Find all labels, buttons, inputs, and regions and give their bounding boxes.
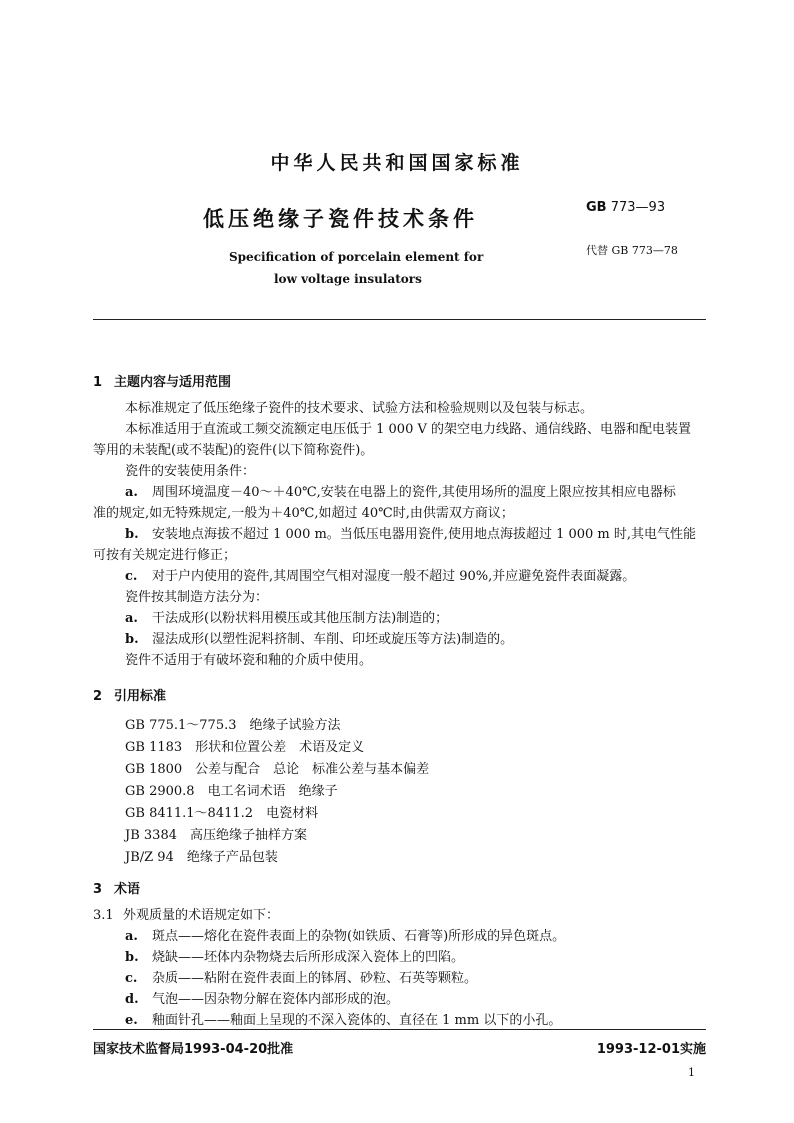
condition-a-text: 周围环境温度－40～＋40℃,安装在电器上的瓷件,其使用场所的温度上限应按其相应电器标 xyxy=(152,485,676,500)
not-applicable-note: 瓷件不适用于有破坏瓷和釉的介质中使用。 xyxy=(125,653,373,668)
condition-b-line1 xyxy=(125,524,696,545)
reference-name: 形状和位置公差 术语及定义 xyxy=(195,740,365,755)
section2-number: 2 xyxy=(93,689,103,704)
english-title-line2: low voltage insulators xyxy=(274,272,422,286)
reference-code: JB 3384 xyxy=(125,828,177,843)
clause-3-1 xyxy=(93,905,279,926)
reference-item xyxy=(125,736,364,755)
manufacture-b xyxy=(125,629,513,650)
page-number: 1 xyxy=(688,1066,695,1079)
condition-a-line1 xyxy=(125,482,676,503)
section3-number: 3 xyxy=(93,882,103,897)
condition-c-text: 对于户内使用的瓷件,其周围空气相对湿度一般不超过 90%,并应避免瓷件表面凝露。 xyxy=(152,569,636,584)
condition-b-label: b. xyxy=(125,527,139,542)
section1-para2-line1: 本标准适用于直流或工频交流额定电压低于 1 000 V 的架空电力线路、通信线路、电器和配电装置 xyxy=(125,422,692,437)
section3-heading xyxy=(93,878,140,897)
header-divider xyxy=(93,319,706,320)
replaces-standard: 代替 GB 773—78 xyxy=(586,244,678,257)
standard-number xyxy=(586,200,665,215)
conditions-intro: 瓷件的安装使用条件： xyxy=(125,464,256,479)
condition-c xyxy=(125,566,635,587)
section1-para2-line2: 等用的未装配(或不装配)的瓷件(以下简称瓷件)。 xyxy=(93,443,374,458)
reference-name: 公差与配合 总论 标准公差与基本偏差 xyxy=(195,762,430,777)
term-text: 气泡——因杂物分解在瓷体内部形成的泡。 xyxy=(152,992,400,1007)
clause-3-1-text: 外观质量的术语规定如下： xyxy=(123,908,280,923)
condition-b-text: 安装地点海拔不超过 1 000 m。当低压电器用瓷件,使用地点海拔超过 1 000 m 时,其电气性能 xyxy=(152,527,697,542)
reference-item xyxy=(125,802,318,821)
manufacture-a xyxy=(125,608,448,629)
reference-name: 绝缘子产品包装 xyxy=(186,850,278,865)
effective-date: 1993-12-01实施 xyxy=(596,1042,706,1057)
term-item xyxy=(125,947,464,968)
term-label: e. xyxy=(125,1013,138,1028)
issuing-country-standard: 中华人民共和国国家标准 xyxy=(270,152,524,174)
reference-item xyxy=(125,846,278,865)
reference-code: GB 1183 xyxy=(125,740,183,755)
manufacture-intro: 瓷件按其制造方法分为： xyxy=(125,590,269,605)
reference-code: JB/Z 94 xyxy=(125,850,174,865)
condition-a-line2: 准的规定,如无特殊规定,一般为＋40℃,如超过 40℃时,由供需双方商议； xyxy=(93,506,514,521)
condition-a-label: a. xyxy=(125,485,138,500)
reference-code: GB 8411.1～8411.2 xyxy=(125,806,254,821)
reference-name: 绝缘子试验方法 xyxy=(249,718,341,733)
document-title: 低压绝缘子瓷件技术条件 xyxy=(203,207,478,231)
section1-heading xyxy=(93,371,231,390)
term-text: 杂质——粘附在瓷件表面上的钵屑、砂粒、石英等颗粒。 xyxy=(152,971,478,986)
section2-title: 引用标准 xyxy=(114,689,167,704)
standard-code: 773—93 xyxy=(610,200,666,215)
reference-item xyxy=(125,758,429,777)
reference-name: 电瓷材料 xyxy=(266,806,319,821)
term-text: 斑点——熔化在瓷件表面上的杂物(如铁质、石膏等)所形成的异色斑点。 xyxy=(152,929,566,944)
english-title-line1: Specification of porcelain element for xyxy=(229,250,484,264)
section1-number: 1 xyxy=(93,375,103,390)
section2-heading xyxy=(93,685,166,704)
term-label: b. xyxy=(125,950,139,965)
section1-para1: 本标准规定了低压绝缘子瓷件的技术要求、试验方法和检验规则以及包装与标志。 xyxy=(125,401,594,416)
reference-code: GB 2900.8 xyxy=(125,784,195,799)
clause-3-1-number: 3.1 xyxy=(93,908,114,923)
term-text: 釉面针孔——釉面上呈现的不深入瓷体的、直径在 1 mm 以下的小孔。 xyxy=(152,1013,562,1028)
term-item xyxy=(125,968,477,989)
standard-prefix: GB xyxy=(586,200,607,215)
manufacture-a-text: 干法成形(以粉状料用模压或其他压制方法)制造的； xyxy=(152,611,449,626)
reference-name: 高压绝缘子抽样方案 xyxy=(190,828,308,843)
footer-divider xyxy=(93,1029,706,1030)
reference-code: GB 1800 xyxy=(125,762,183,777)
reference-item xyxy=(125,780,338,799)
reference-name: 电工名词术语 绝缘子 xyxy=(207,784,338,799)
manufacture-a-label: a. xyxy=(125,611,138,626)
term-label: c. xyxy=(125,971,138,986)
section3-title: 术语 xyxy=(114,882,141,897)
manufacture-b-label: b. xyxy=(125,632,139,647)
reference-item xyxy=(125,714,341,733)
condition-b-line2: 可按有关规定进行修正； xyxy=(93,548,237,563)
reference-code: GB 775.1～775.3 xyxy=(125,718,237,733)
reference-item xyxy=(125,824,307,843)
approval-line: 国家技术监督局1993-04-20批准 xyxy=(93,1042,294,1057)
term-item xyxy=(125,989,399,1010)
term-item xyxy=(125,1010,561,1031)
condition-c-label: c. xyxy=(125,569,138,584)
section1-title: 主题内容与适用范围 xyxy=(114,375,232,390)
manufacture-b-text: 湿法成形(以塑性泥料挤制、车削、印坯或旋压等方法)制造的。 xyxy=(152,632,514,647)
term-label: d. xyxy=(125,992,139,1007)
term-label: a. xyxy=(125,929,138,944)
term-text: 烧缺——坯体内杂物烧去后所形成深入瓷体上的凹陷。 xyxy=(152,950,465,965)
term-item xyxy=(125,926,565,947)
